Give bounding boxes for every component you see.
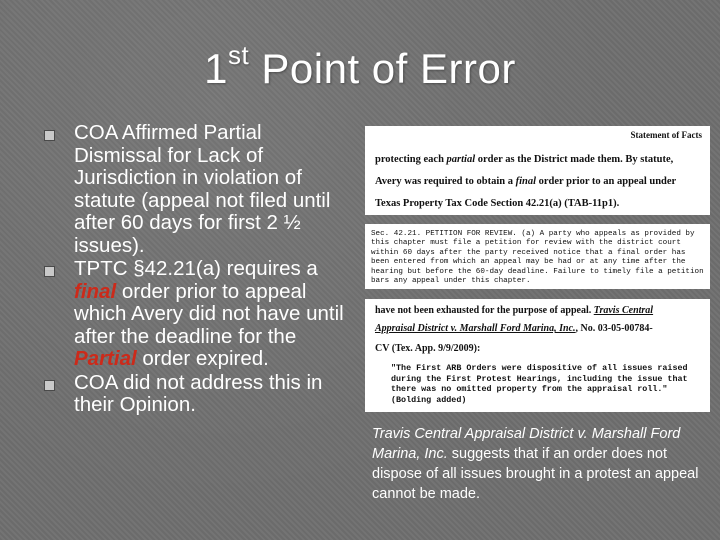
square-bullet-icon (44, 130, 55, 141)
caption (372, 424, 712, 504)
excerpt-line: CV (Tex. App. 9/9/2009): (375, 343, 481, 354)
title-superscript: st (228, 40, 250, 70)
bullet-list (42, 122, 354, 418)
excerpt-line: have not been exhausted for the purpose of appeal. Travis Central (375, 305, 654, 316)
excerpt-line: Appraisal District v. Marshall Ford Marina, Inc., No. 03-05-00784- (375, 323, 653, 334)
accent-partial: Partial (74, 347, 137, 370)
bullet-text: COA Affirmed Partial Dismissal for Lack of Jurisdiction in violation of statute (appeal not filed until after 60 days for first 2 ½ issues). (74, 121, 331, 257)
bullet-item (42, 122, 354, 257)
bullet-item (42, 258, 354, 371)
excerpt-heading: Statement of Facts (630, 130, 702, 140)
excerpt-case-quote (365, 299, 710, 412)
case-quote: "The First ARB Orders were dispositive of all issues raised during the First Protest Hearings, including the issue that there was no omitted property from the appraisal roll." (Bolding added) (391, 363, 688, 405)
excerpt-line: Texas Property Tax Code Section 42.21(a) (TAB-11p1). (375, 198, 620, 209)
caption-text: suggests that if an order does not dispose of all issues brought in a protest an appeal cannot be made. (372, 446, 699, 502)
slide-title: 1st Point of Error (204, 40, 516, 92)
square-bullet-icon (44, 266, 55, 277)
excerpt-statute (365, 224, 710, 289)
caption-case-name: Travis Central Appraisal District v. Marshall Ford Marina, Inc. (372, 426, 681, 462)
statute-text: Sec. 42.21. PETITION FOR REVIEW. (a) A party who appeals as provided by this chapter must file a petition for review with the district court within 60 days after the party received notice that a final order has been entered from which an appeal may be had or at any time after the hearing but before the 60-day deadline. Failure to timely file a petition bars any appeal under this chapter. (371, 230, 704, 286)
bullet-item (42, 372, 354, 417)
bullet-text: TPTC §42.21(a) requires a final order prior to appeal which Avery did not have until after the deadline for the Partial order expired. (74, 257, 344, 370)
bullet-text: COA did not address this in their Opinion. (74, 370, 323, 416)
square-bullet-icon (44, 380, 55, 391)
accent-final: final (74, 279, 117, 303)
excerpt-statement-of-facts (365, 126, 710, 215)
excerpt-line: Avery was required to obtain a final order prior to an appeal under (375, 176, 677, 187)
excerpt-line: protecting each partial order as the District made them. By statute, (375, 154, 674, 165)
